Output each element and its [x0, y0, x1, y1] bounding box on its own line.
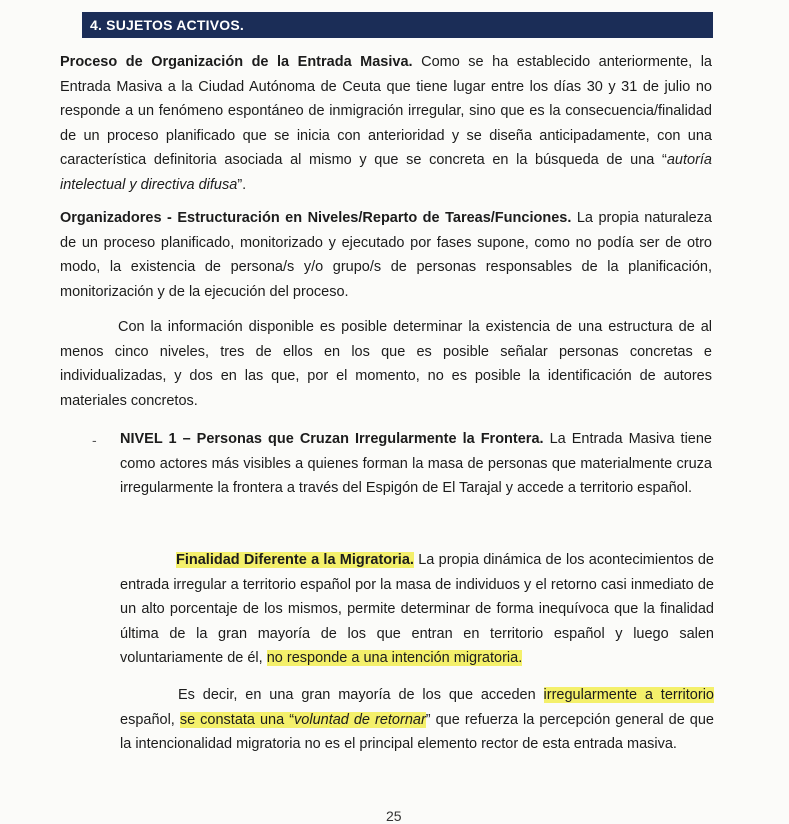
list-bullet: -: [92, 432, 97, 448]
highlighted-text: se constata una “: [179, 711, 295, 728]
paragraph-text: ” que refuerza la percepción general de que la intencionalidad migratoria no es el principal elemento rector de esta entrada masiva.: [120, 711, 714, 752]
paragraph-text: La propia dinámica de los acontecimientos de entrada irregular a territorio español por la masa de individuos y el retorno casi inmediato de un alto porcentaje de los mismos, permite determinar de forma inequívoca que la finalidad última de la gran mayoría de los que entran en territorio español y luego salen voluntariamente de él,: [120, 552, 715, 666]
paragraph-heading: Organizadores - Estructuración en Niveles/Reparto de Tareas/Funciones.: [60, 210, 572, 226]
paragraph-es-decir: [120, 683, 714, 757]
italic-phrase: autoría intelectual y directiva difusa: [60, 152, 712, 193]
paragraph-text: La propia naturaleza de un proceso planificado, monitorizado y ejecutado por fases supone, como no podía ser de otro modo, la existencia de persona/s y/o grupo/s de personas responsables de la planificación, monitorización y de la ejecución del proceso.: [60, 210, 712, 300]
highlighted-text: no responde a una intención migratoria.: [266, 650, 523, 666]
highlighted-italic-phrase: voluntad de retornar: [294, 711, 426, 728]
paragraph-organizadores: [60, 206, 712, 304]
paragraph-finalidad: [120, 548, 714, 671]
paragraph-proceso-organizacion: [60, 50, 712, 197]
page-number: 25: [386, 808, 402, 824]
paragraph-estructura-niveles: Con la información disponible es posible determinar la existencia de una estructura de al menos cinco niveles, tres de ellos en los que es posible señalar personas concretas e individualizadas, y dos en las que, por el momento, no es posible la identificación de autores materiales concretos.: [60, 319, 712, 409]
section-header: 4. SUJETOS ACTIVOS.: [82, 12, 713, 38]
list-item-heading: NIVEL 1 – Personas que Cruzan Irregularmente la Frontera.: [120, 431, 544, 447]
highlighted-heading: Finalidad Diferente a la Migratoria.: [176, 552, 414, 568]
list-item-nivel-1: [120, 427, 712, 501]
paragraph-text: español,: [120, 711, 180, 728]
paragraph-text: Es decir, en una gran mayoría de los que acceden: [178, 687, 544, 703]
highlighted-text: irregularmente a territorio: [543, 687, 714, 703]
paragraph-heading: Proceso de Organización de la Entrada Masiva.: [60, 54, 413, 70]
list-item-text: La Entrada Masiva tiene como actores más visibles a quienes forman la masa de personas que materialmente cruza irregularmente la frontera a través del Espigón de El Tarajal y accede a territorio español.: [120, 431, 712, 496]
paragraph-text: Como se ha establecido anteriormente, la Entrada Masiva a la Ciudad Autónoma de Ceuta que tiene lugar entre los días 30 y 31 de julio no responde a un fenómeno espontáneo de inmigración irregular, sino que es la consecuencia/finalidad de un proceso planificado que se inicia con anterioridad y se diseña anticipadamente, con una característica definitoria asociada al mismo y que se concreta en la búsqueda de una “: [60, 54, 712, 168]
paragraph-tail: ”.: [237, 176, 247, 193]
